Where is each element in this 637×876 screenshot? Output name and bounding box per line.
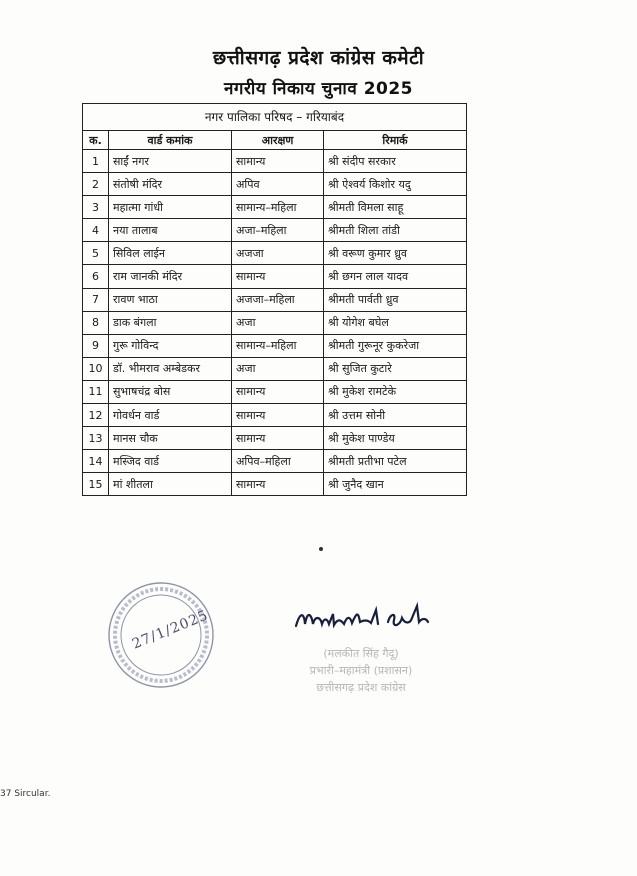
cell-ward: मानस चौक (109, 427, 232, 450)
cell-serial: 5 (83, 242, 109, 265)
cell-reservation: सामान्य (232, 265, 324, 288)
cell-remark: श्रीमती शिला तांडी (324, 219, 467, 242)
results-table (82, 103, 467, 496)
cell-ward: सिविल लाईन (109, 242, 232, 265)
cell-ward: मस्जिद वार्ड (109, 450, 232, 473)
results-table-container (82, 103, 466, 496)
column-header-reservation: आरक्षण (232, 131, 324, 150)
cell-remark: श्रीमती गुरूनूर कुकरेजा (324, 334, 467, 357)
table-row (83, 334, 467, 357)
table-row (83, 173, 467, 196)
column-header-serial: क. (83, 131, 109, 150)
table-caption: नगर पालिका परिषद – गरियाबंद (82, 103, 467, 130)
cell-remark: श्री उत्तम सोनी (324, 404, 467, 427)
cell-ward: गोवर्धन वार्ड (109, 404, 232, 427)
cell-ward: साईं नगर (109, 150, 232, 173)
table-row (83, 265, 467, 288)
table-header-row (83, 131, 467, 150)
document-subtitle: नगरीय निकाय चुनाव 2025 (223, 79, 414, 99)
cell-reservation: अजा (232, 357, 324, 380)
table-row (83, 427, 467, 450)
cell-remark: श्रीमती विमला साहू (324, 196, 467, 219)
cell-serial: 13 (83, 427, 109, 450)
column-header-remark: रिमार्क (324, 131, 467, 150)
cell-serial: 15 (83, 473, 109, 496)
cell-reservation: अजजा–महिला (232, 288, 324, 311)
cell-serial: 12 (83, 404, 109, 427)
cell-serial: 11 (83, 380, 109, 403)
cell-ward: मां शीतला (109, 473, 232, 496)
cell-serial: 14 (83, 450, 109, 473)
cell-remark: श्री योगेश बघेल (324, 311, 467, 334)
cell-reservation: सामान्य–महिला (232, 334, 324, 357)
cell-ward: डाक बंगला (109, 311, 232, 334)
cell-remark: श्री वरूण कुमार ध्रुव (324, 242, 467, 265)
cell-ward: महात्मा गांधी (109, 196, 232, 219)
cell-serial: 8 (83, 311, 109, 334)
table-row (83, 150, 467, 173)
cell-reservation: अजा (232, 311, 324, 334)
faded-official-stamp (276, 645, 446, 696)
cell-serial: 6 (83, 265, 109, 288)
stamp-line-organization: छत्तीसगढ़ प्रदेश कांग्रेस (316, 681, 406, 694)
cell-serial: 1 (83, 150, 109, 173)
cell-remark: श्री सुजित कुटारे (324, 357, 467, 380)
cell-ward: रावण भाठा (109, 288, 232, 311)
document-title: छत्तीसगढ़ प्रदेश कांग्रेस कमेटी (212, 47, 425, 69)
cell-remark: श्रीमती पार्वती ध्रुव (324, 288, 467, 311)
cell-reservation: सामान्य (232, 150, 324, 173)
table-row (83, 196, 467, 219)
cell-serial: 7 (83, 288, 109, 311)
cell-reservation: अपिव (232, 173, 324, 196)
cell-remark: श्री मुकेश पाण्डेय (324, 427, 467, 450)
cell-ward: राम जानकी मंदिर (109, 265, 232, 288)
table-row (83, 288, 467, 311)
cell-serial: 2 (83, 173, 109, 196)
cell-remark: श्रीमती प्रतीभा पटेल (324, 450, 467, 473)
cell-ward: डॉ. भीमराव अम्बेडकर (109, 357, 232, 380)
cell-serial: 9 (83, 334, 109, 357)
table-row (83, 450, 467, 473)
cell-remark: श्री जुनैद खान (324, 473, 467, 496)
signature (292, 600, 437, 635)
cell-remark: श्री मुकेश रामटेके (324, 380, 467, 403)
cell-ward: नया तालाब (109, 219, 232, 242)
cell-serial: 4 (83, 219, 109, 242)
stamp-line-designation: प्रभारी–महामंत्री (प्रशासन) (309, 664, 413, 677)
footer-note: 37 Sircular. (0, 789, 51, 799)
stray-dot (319, 547, 323, 551)
cell-remark: श्री संदीप सरकार (324, 150, 467, 173)
table-row (83, 357, 467, 380)
cell-reservation: सामान्य (232, 380, 324, 403)
cell-reservation: अजजा (232, 242, 324, 265)
cell-ward: सुभाषचंद्र बोस (109, 380, 232, 403)
cell-ward: संतोषी मंदिर (109, 173, 232, 196)
table-row (83, 219, 467, 242)
table-row (83, 380, 467, 403)
cell-reservation: सामान्य–महिला (232, 196, 324, 219)
cell-reservation: अजा–महिला (232, 219, 324, 242)
cell-remark: श्री छगन लाल यादव (324, 265, 467, 288)
column-header-ward: वार्ड कमांक (109, 131, 232, 150)
stamp-line-name: (मलकीत सिंह गैदू) (323, 647, 399, 660)
seal-date: 27/1/2025 (129, 607, 211, 653)
table-row (83, 404, 467, 427)
table-row (83, 473, 467, 496)
table-body (83, 150, 467, 496)
cell-reservation: सामान्य (232, 473, 324, 496)
table-row (83, 242, 467, 265)
cell-reservation: सामान्य (232, 404, 324, 427)
cell-ward: गुरू गोविन्द (109, 334, 232, 357)
table-row (83, 311, 467, 334)
cell-serial: 10 (83, 357, 109, 380)
cell-reservation: अपिव–महिला (232, 450, 324, 473)
cell-remark: श्री ऐश्वर्य किशोर यदु (324, 173, 467, 196)
cell-reservation: सामान्य (232, 427, 324, 450)
cell-serial: 3 (83, 196, 109, 219)
